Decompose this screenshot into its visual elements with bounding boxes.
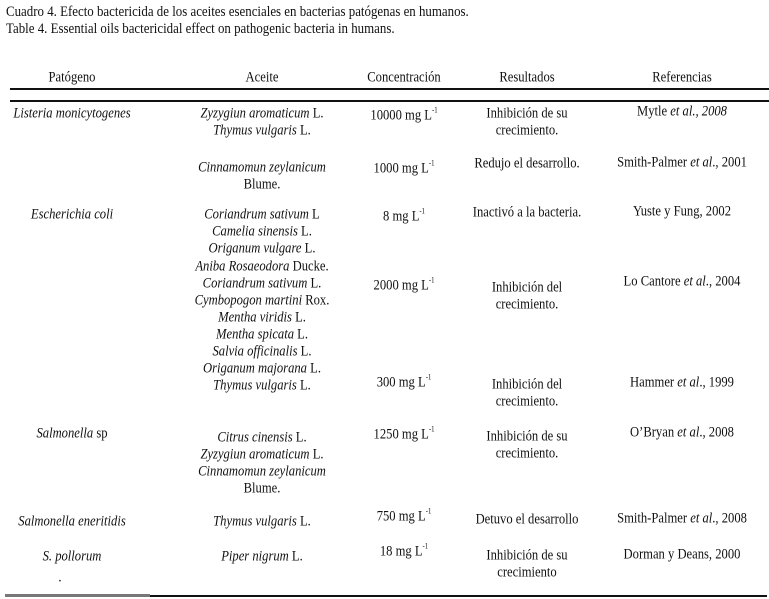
oil-cell-line bbox=[244, 481, 281, 498]
text: crecimiento. bbox=[495, 393, 559, 410]
concentration-cell bbox=[383, 203, 425, 226]
oil-cell-line bbox=[212, 224, 312, 241]
table-bottom-rule bbox=[150, 595, 767, 597]
text: L. bbox=[309, 446, 324, 463]
oil-cell-line bbox=[212, 344, 311, 361]
text: O’Bryan bbox=[630, 424, 678, 441]
text: Smith-Palmer bbox=[617, 154, 691, 171]
concentration-value: 1250 mg L bbox=[373, 426, 429, 443]
text: . bbox=[58, 569, 62, 586]
concentration-cell bbox=[377, 503, 432, 526]
text: L. bbox=[296, 377, 311, 394]
italic-text: Salmonella eneritidis bbox=[18, 513, 126, 530]
text: Detuvo el desarrollo bbox=[475, 511, 579, 528]
reference-cell-line bbox=[624, 547, 741, 564]
results-cell-line bbox=[486, 106, 567, 123]
text: L. bbox=[306, 360, 321, 377]
text: L. bbox=[296, 513, 311, 530]
text: Inhibición del bbox=[491, 376, 563, 393]
italic-text: Camelia sinensis bbox=[212, 223, 298, 240]
concentration-cell bbox=[374, 272, 435, 295]
text: ., 2001 bbox=[712, 154, 747, 171]
italic-text: Salvia officinalis bbox=[212, 343, 298, 360]
text: Inhibición de su bbox=[486, 547, 568, 564]
oil-cell-line bbox=[200, 447, 323, 464]
oil-cell-line bbox=[198, 160, 326, 177]
results-cell-line bbox=[474, 156, 579, 173]
text: L. bbox=[296, 122, 311, 139]
results-cell-line bbox=[496, 123, 559, 140]
concentration-exponent: -1 bbox=[425, 506, 432, 516]
oil-cell-line bbox=[195, 293, 330, 310]
italic-text: Thymus vulgaris bbox=[213, 122, 297, 139]
column-header-results: Resultados bbox=[499, 69, 555, 86]
italic-text: Escherichia coli bbox=[30, 206, 114, 223]
text: Ducke. bbox=[289, 258, 329, 275]
text: Blume. bbox=[243, 480, 281, 497]
text: Lo Cantore bbox=[623, 273, 684, 290]
oil-cell-line bbox=[198, 464, 326, 481]
concentration-exponent: -1 bbox=[419, 206, 426, 216]
text: crecimiento bbox=[497, 564, 557, 581]
results-cell-line bbox=[486, 429, 567, 446]
column-header-concentration: Concentración bbox=[367, 69, 441, 86]
oil-cell-line bbox=[213, 378, 311, 395]
oil-cell-line bbox=[203, 361, 321, 378]
italic-text: Citrus cinensis bbox=[217, 429, 293, 446]
italic-text: Thymus vulgaris bbox=[213, 513, 297, 530]
italic-text: S. pollorum bbox=[42, 548, 102, 565]
concentration-cell bbox=[374, 155, 435, 178]
results-cell-line bbox=[492, 377, 562, 394]
text: Redujo el desarrollo. bbox=[474, 155, 580, 172]
concentration-exponent: -1 bbox=[428, 424, 435, 434]
results-cell-line bbox=[496, 297, 559, 314]
text: Rox. bbox=[302, 292, 330, 309]
text: L. bbox=[309, 105, 324, 122]
italic-text: et al bbox=[683, 273, 706, 290]
concentration-exponent: -1 bbox=[428, 158, 435, 168]
italic-text: et al bbox=[690, 154, 713, 171]
text: L. bbox=[292, 429, 307, 446]
italic-text: Zyzygiun aromaticum bbox=[200, 105, 310, 122]
results-cell-line bbox=[496, 394, 559, 411]
italic-text: Mentha spicata bbox=[215, 326, 295, 343]
italic-text: Coriandrum sativum bbox=[202, 275, 308, 292]
oil-cell-line bbox=[204, 207, 320, 224]
concentration-value: 10000 mg L bbox=[370, 107, 433, 124]
italic-text: et al., 2008 bbox=[670, 103, 727, 120]
reference-cell-line bbox=[624, 274, 741, 291]
italic-text: Cinnamomun zeylanicum bbox=[198, 159, 326, 176]
text: L. bbox=[294, 326, 309, 343]
oil-cell-line bbox=[218, 310, 306, 327]
italic-text: Cinnamomun zeylanicum bbox=[198, 463, 326, 480]
text: Hammer bbox=[630, 374, 678, 391]
oil-cell-line bbox=[209, 241, 316, 258]
oil-cell-line bbox=[200, 106, 323, 123]
italic-text: et al bbox=[677, 424, 700, 441]
concentration-cell bbox=[377, 369, 432, 392]
oil-cell-line bbox=[216, 327, 308, 344]
concentration-exponent: -1 bbox=[422, 541, 429, 551]
text: Blume. bbox=[243, 176, 281, 193]
results-cell-line bbox=[473, 205, 581, 222]
concentration-exponent: -1 bbox=[428, 275, 435, 285]
results-cell-line bbox=[497, 565, 556, 582]
concentration-value: 1000 mg L bbox=[373, 160, 429, 177]
text: L bbox=[308, 206, 320, 223]
text: Inhibición de su bbox=[486, 428, 568, 445]
results-cell-line bbox=[476, 512, 579, 529]
column-header-references: Referencias bbox=[652, 69, 712, 86]
table-top-rule bbox=[10, 88, 769, 90]
text: crecimiento. bbox=[495, 296, 559, 313]
reference-cell-line bbox=[633, 204, 731, 221]
concentration-value: 750 mg L bbox=[376, 508, 426, 525]
oil-cell-line bbox=[213, 123, 311, 140]
reference-cell-line bbox=[617, 511, 747, 528]
text: ., 2004 bbox=[705, 273, 741, 290]
column-header-pathogen: Patógeno bbox=[48, 69, 96, 86]
oil-cell-line bbox=[217, 430, 306, 447]
text: ., 2008 bbox=[699, 424, 734, 441]
pathogen-cell-line bbox=[31, 207, 113, 224]
concentration-cell bbox=[374, 421, 435, 444]
text: L. bbox=[297, 223, 312, 240]
caption-spanish: Cuadro 4. Efecto bactericida de los aceites esenciales en bacterias patógenas en humanos. bbox=[6, 4, 469, 20]
oil-cell-line bbox=[244, 177, 281, 194]
text: L. bbox=[288, 548, 303, 565]
italic-text: Mentha viridis bbox=[218, 309, 292, 326]
text: L. bbox=[301, 240, 316, 257]
text: L. bbox=[297, 343, 312, 360]
italic-text: Origanum majorana bbox=[203, 360, 307, 377]
text: Inactivó a la bacteria. bbox=[472, 204, 582, 221]
reference-cell-line bbox=[617, 155, 747, 172]
reference-cell-line bbox=[630, 425, 734, 442]
text: ., 1999 bbox=[699, 374, 734, 391]
pathogen-cell-line bbox=[58, 570, 61, 587]
pathogen-cell-line bbox=[13, 106, 130, 123]
results-cell-line bbox=[486, 548, 567, 565]
text: L. bbox=[307, 275, 322, 292]
italic-text: Salmonella bbox=[36, 425, 94, 442]
text: Smith-Palmer bbox=[617, 510, 691, 527]
oil-cell-line bbox=[213, 514, 311, 531]
oil-cell-line bbox=[221, 549, 303, 566]
italic-text: Coriandrum sativum bbox=[204, 206, 309, 223]
concentration-value: 300 mg L bbox=[376, 374, 426, 391]
concentration-exponent: -1 bbox=[432, 105, 438, 115]
text: crecimiento. bbox=[495, 122, 559, 139]
pathogen-cell-line bbox=[18, 514, 125, 531]
text: ., 2008 bbox=[712, 510, 747, 527]
italic-text: Aniba Rosaeodora bbox=[195, 258, 290, 275]
concentration-value: 18 mg L bbox=[379, 543, 423, 560]
concentration-value: 2000 mg L bbox=[373, 277, 429, 294]
text: crecimiento. bbox=[495, 445, 559, 462]
text: Inhibición del bbox=[491, 279, 563, 296]
text: sp bbox=[93, 425, 108, 442]
italic-text: Origanum vulgare bbox=[208, 240, 302, 257]
results-cell-line bbox=[496, 446, 559, 463]
caption-english: Table 4. Essential oils bactericidal effect on pathogenic bacteria in humans. bbox=[6, 21, 395, 37]
italic-text: Zyzygiun aromaticum bbox=[200, 446, 310, 463]
oil-cell-line bbox=[203, 276, 322, 293]
reference-cell-line bbox=[630, 375, 734, 392]
pathogen-cell-line bbox=[36, 426, 107, 443]
italic-text: et al bbox=[690, 510, 713, 527]
concentration-cell bbox=[380, 538, 428, 561]
italic-text: et al bbox=[677, 374, 700, 391]
text: L. bbox=[291, 309, 306, 326]
results-cell-line bbox=[492, 280, 562, 297]
column-header-oil: Aceite bbox=[245, 69, 279, 86]
pathogen-cell-line bbox=[43, 549, 102, 566]
italic-text: Listeria monicytogenes bbox=[13, 105, 131, 122]
italic-text: Cymbopogon martini bbox=[194, 292, 303, 309]
italic-text: Thymus vulgaris bbox=[213, 377, 297, 394]
text: Mytle bbox=[637, 103, 671, 120]
concentration-cell bbox=[370, 102, 437, 125]
oil-cell-line bbox=[195, 259, 328, 276]
text: Inhibición de su bbox=[486, 105, 568, 122]
italic-text: Piper nigrum bbox=[221, 548, 289, 565]
table-bottom-rule-left bbox=[5, 594, 150, 597]
reference-cell-line bbox=[637, 104, 727, 121]
concentration-exponent: -1 bbox=[425, 372, 432, 382]
concentration-value: 8 mg L bbox=[382, 208, 420, 225]
text: Yuste y Fung, 2002 bbox=[632, 203, 732, 220]
text: Dorman y Deans, 2000 bbox=[623, 546, 741, 563]
